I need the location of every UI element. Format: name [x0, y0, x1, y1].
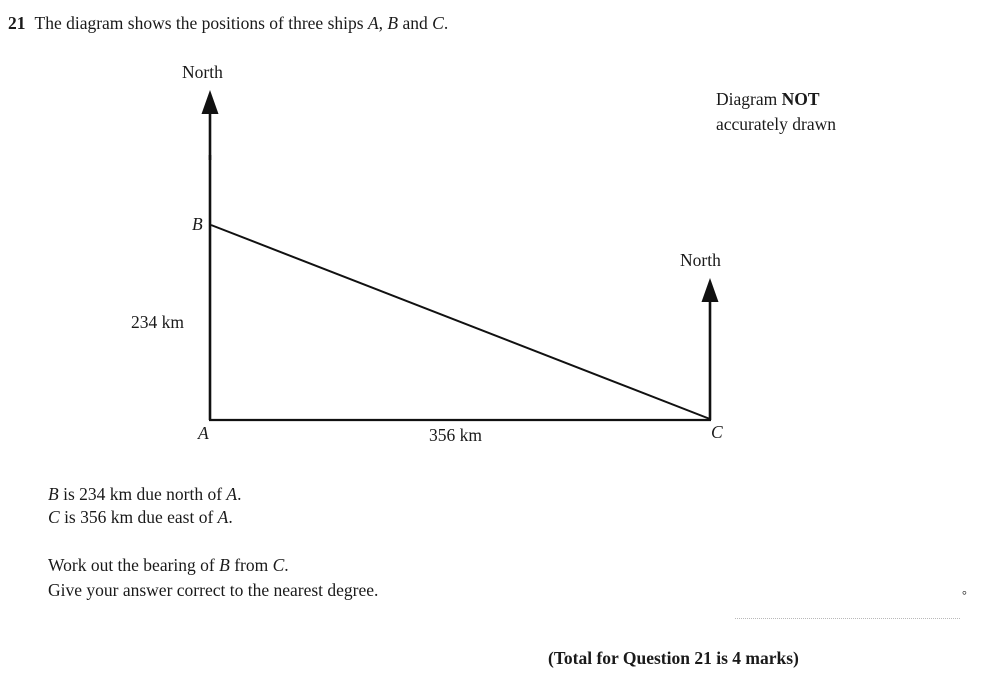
point-label-b: B	[192, 214, 203, 234]
task-1-end: .	[284, 555, 289, 575]
ships-bearing-diagram	[0, 50, 1002, 450]
answer-input-line[interactable]	[735, 618, 960, 619]
question-ship-a: A	[367, 13, 379, 33]
degree-unit-symbol: °	[962, 588, 967, 602]
task-instructions	[48, 553, 378, 603]
north-label-at-a: North	[182, 62, 223, 82]
question-and: and	[398, 13, 433, 33]
distance-label-ab: 234 km	[131, 312, 184, 332]
task-1-point-c: C	[272, 555, 285, 575]
north-arrowhead-at-c	[702, 278, 719, 302]
statement-1-point-a: A	[226, 484, 238, 504]
question-period: .	[443, 13, 449, 33]
segment-b-to-c	[211, 225, 710, 419]
statement-2-point-a: A	[217, 507, 229, 527]
question-ship-c: C	[432, 13, 444, 33]
statement-1-text: is 234 km due north of	[58, 484, 227, 504]
task-1-point-b: B	[219, 555, 230, 575]
task-line-1	[48, 553, 378, 578]
statement-2-point-c: C	[48, 507, 60, 527]
diagram-note-prefix: Diagram	[716, 89, 782, 109]
diagram-svg	[0, 50, 1002, 450]
statement-2-text: is 356 km due east of	[59, 507, 218, 527]
given-statements	[48, 483, 241, 529]
statement-2-end: .	[228, 507, 233, 527]
question-ship-b: B	[387, 13, 399, 33]
distance-label-ac: 356 km	[429, 425, 482, 445]
diagram-note-line-2: accurately drawn	[716, 114, 836, 134]
statement-1-end: .	[237, 484, 242, 504]
diagram-note-line-1	[716, 87, 836, 112]
task-line-2: Give your answer correct to the nearest degree.	[48, 580, 379, 600]
statement-line-1	[48, 483, 241, 506]
statement-1-point-b: B	[48, 484, 59, 504]
diagram-not-accurate-note	[716, 87, 836, 137]
north-label-at-c: North	[680, 250, 721, 270]
question-prompt-text: The diagram shows the positions of three ships	[34, 13, 368, 33]
statement-line-2	[48, 506, 241, 529]
question-comma: ,	[378, 13, 388, 33]
total-marks-footer: (Total for Question 21 is 4 marks)	[548, 648, 799, 668]
question-number: 21	[8, 13, 26, 33]
task-1-start: Work out the bearing of	[48, 555, 220, 575]
point-label-c: C	[711, 422, 723, 442]
point-label-a: A	[198, 423, 209, 443]
question-header	[8, 12, 448, 34]
diagram-note-emphasis: NOT	[781, 89, 820, 109]
task-1-mid: from	[229, 555, 273, 575]
